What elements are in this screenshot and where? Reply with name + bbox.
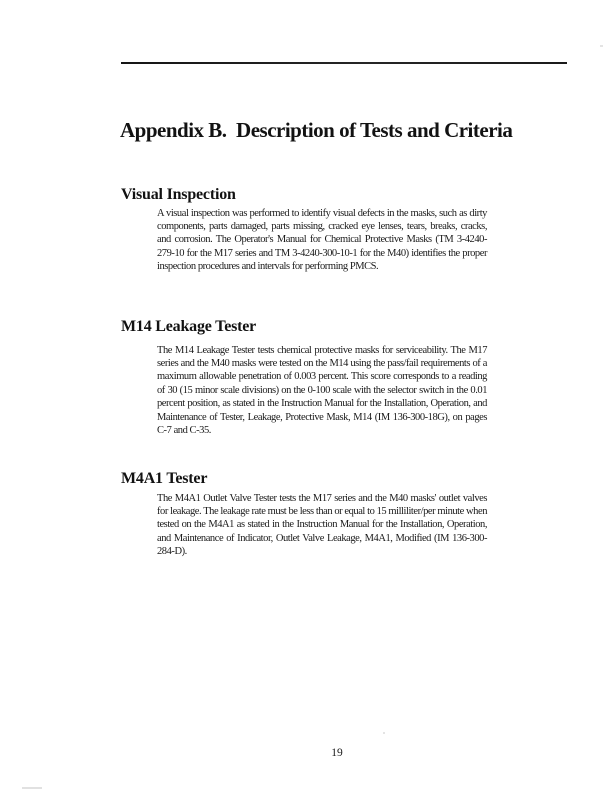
section-heading-m4a1-tester: M4A1 Tester	[121, 470, 208, 488]
section-heading-visual-inspection: Visual Inspection	[121, 186, 236, 204]
scan-artifact	[22, 787, 42, 789]
page-number: 19	[331, 747, 343, 759]
section-heading-m14-leakage-tester: M14 Leakage Tester	[121, 318, 257, 336]
header-rule	[121, 62, 567, 64]
section-paragraph-visual-inspection: A visual inspection was performed to identify visual defects in the masks, such as dirty components, parts damaged, parts missing, cracked eye lenses, tears, breaks, cracks, and corrosion. The Operator's Manual for Chemical Protective Masks (TM 3-4240-279-10 for the M17 series and TM 3-4240-300-10-1 for the M40) identifies the proper inspection procedures and intervals for performing PMCS.	[157, 207, 487, 273]
scan-artifact	[383, 732, 385, 734]
section-paragraph-m14-leakage-tester: The M14 Leakage Tester tests chemical protective masks for serviceability. The M17 series and the M40 masks were tested on the M14 using the pass/fail requirements of a maximum allowable penetration of 0.003 percent. This score corresponds to a reading of 30 (15 minor scale divisions) on the 0-100 scale with the selector switch in the 0.01 percent position, as stated in the Instruction Manual for the Installation, Operation, and Maintenance of Tester, Leakage, Protective Mask, M14 (IM 136-300-18G), on pages C-7 and C-35.	[157, 344, 487, 436]
page-title: Appendix B. Description of Tests and Criteria	[120, 118, 513, 143]
section-paragraph-m4a1-tester: The M4A1 Outlet Valve Tester tests the M17 series and the M40 masks' outlet valves for leakage. The leakage rate must be less than or equal to 15 milliliter/per minute when tested on the M4A1 as stated in the Instruction Manual for the Installation, Operation, and Maintenance of Indicator, Outlet Valve Leakage, M4A1, Modified (IM 136-300-284-D).	[157, 492, 487, 558]
scan-artifact	[600, 45, 603, 47]
